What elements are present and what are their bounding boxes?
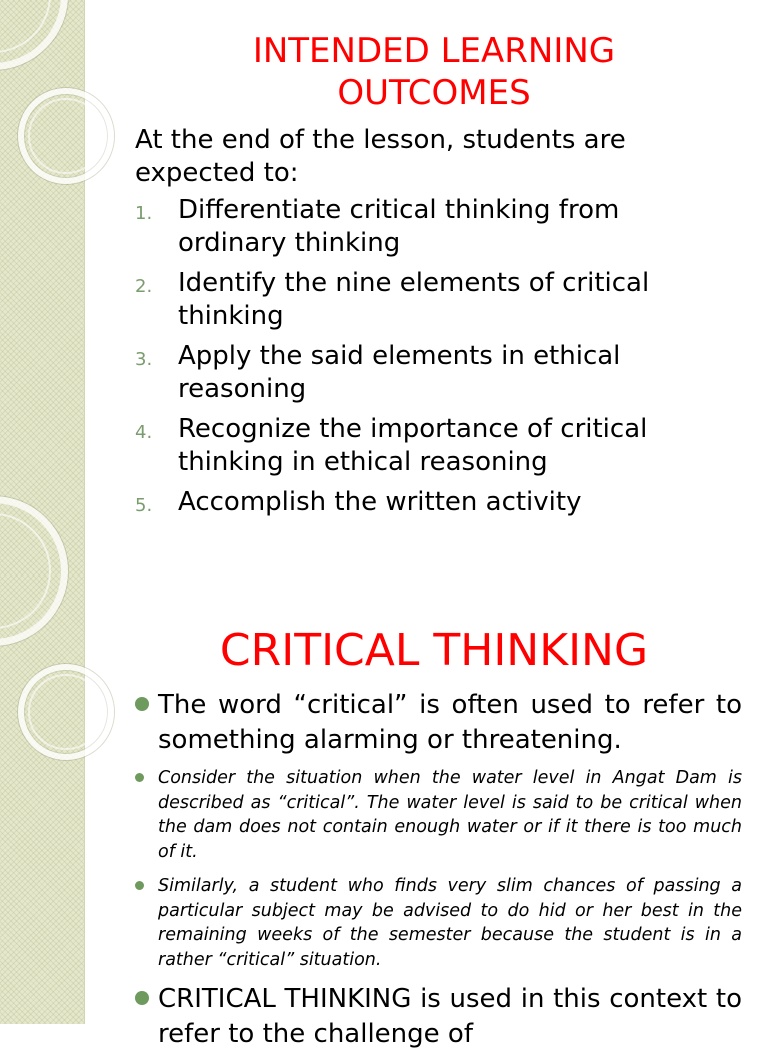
slide-critical-thinking [0, 576, 768, 1049]
list-item [135, 267, 695, 333]
list-item [135, 486, 695, 519]
sub-bullet-text: Consider the situation when the water level in Angat Dam is described as “critical”. The water level is said to be critical when the dam does not contain enough water or if it there is too much of it. [158, 768, 742, 862]
list-item [135, 413, 695, 479]
list-number: 4. [135, 422, 153, 443]
bullet-item [135, 688, 742, 758]
title-line-1: INTENDED LEARNING [252, 31, 616, 71]
list-number: 2. [135, 276, 153, 297]
title-line-2: OUTCOMES [337, 73, 531, 113]
bullet-item [135, 982, 742, 1052]
list-number: 5. [135, 495, 153, 516]
list-item-text: Accomplish the written activity [178, 487, 582, 517]
list-item-text: Differentiate critical thinking from ordinary thinking [178, 195, 620, 258]
slide-title: CRITICAL THINKING [219, 625, 649, 676]
decorative-side-strip [0, 0, 85, 576]
intro-text: At the end of the lesson, students are expected to: [135, 125, 626, 188]
list-item [135, 340, 695, 406]
list-item-text: Apply the said elements in ethical reasoning [178, 341, 621, 404]
slide-title [100, 30, 768, 114]
list-number: 3. [135, 349, 153, 370]
decorative-ring-icon [28, 674, 104, 750]
sub-bullet-text: Similarly, a student who finds very slim chances of passing a particular subject may be advised to do hid or her best in the remaining weeks of the semester because the student is in a rather “critical” situation. [158, 876, 742, 970]
list-item-text: Identify the nine elements of critical thinking [178, 268, 650, 331]
bullet-dot-icon [135, 697, 149, 711]
sub-bullet-item [135, 766, 742, 864]
bullet-dot-icon [135, 881, 144, 890]
outcomes-list [135, 194, 695, 519]
list-item [135, 194, 695, 260]
sub-bullet-item [135, 874, 742, 972]
decorative-ring-icon [28, 98, 104, 174]
slide-body [135, 124, 695, 526]
bullet-dot-icon [135, 991, 149, 1005]
list-number: 1. [135, 203, 153, 224]
slide-body [135, 688, 742, 1060]
list-item-text: Recognize the importance of critical thinking in ethical reasoning [178, 414, 648, 477]
decorative-side-strip [0, 576, 85, 1024]
bullet-dot-icon [135, 773, 144, 782]
bullet-text: The word “critical” is often used to refer to something alarming or threatening. [158, 690, 742, 755]
bullet-text: CRITICAL THINKING is used in this context to refer to the challenge of [158, 984, 742, 1049]
